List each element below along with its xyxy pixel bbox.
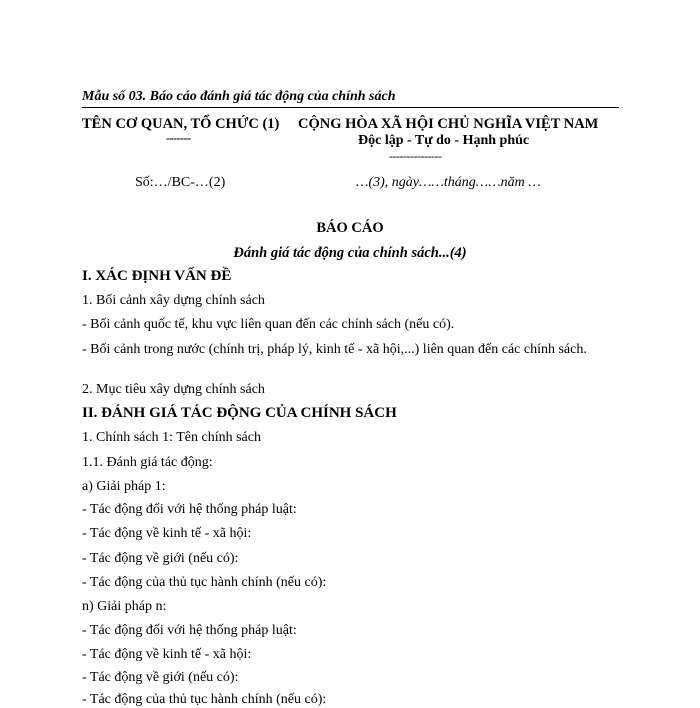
paragraph-item-1: 1. Bối cảnh xây dựng chính sách [82, 293, 265, 308]
policy-heading: 1. Chính sách 1: Tên chính sách [82, 430, 261, 445]
document-number: Số:…/BC-…(2) [135, 175, 226, 190]
solution-a-administrative: - Tác động của thủ tục hành chính (nếu có): [82, 575, 327, 590]
report-subtitle: Đánh giá tác động của chính sách...(4) [233, 245, 467, 261]
solution-n-economic: - Tác động về kinh tế - xã hội: [82, 647, 252, 662]
solution-a-heading: a) Giải pháp 1: [82, 479, 166, 494]
impact-heading: 1.1. Đánh giá tác động: [82, 455, 213, 470]
national-motto: Độc lập - Tự do - Hạnh phúc [358, 133, 530, 148]
paragraph-item-1b: - Bối cảnh trong nước (chính trị, pháp lý, kinh tế - xã hội,...) liên quan đến các chính sách. [82, 342, 587, 357]
section-heading-2: II. ĐÁNH GIÁ TÁC ĐỘNG CỦA CHÍNH SÁCH [82, 405, 397, 421]
solution-n-administrative: - Tác động của thủ tục hành chính (nếu có): [82, 692, 327, 707]
section-heading-1: I. XÁC ĐỊNH VẤN ĐỀ [82, 268, 232, 284]
solution-a-gender: - Tác động về giới (nếu có): [82, 551, 239, 566]
solution-a-legal: - Tác động đối với hệ thống pháp luật: [82, 502, 297, 517]
place-date: …(3), ngày……tháng……năm … [356, 175, 541, 190]
motto-divider: --------------- [389, 149, 442, 163]
organization-name: TÊN CƠ QUAN, TỔ CHỨC (1) [82, 116, 280, 132]
solution-n-heading: n) Giải pháp n: [82, 599, 167, 614]
report-title: BÁO CÁO [316, 220, 384, 236]
solution-n-legal: - Tác động đối với hệ thống pháp luật: [82, 623, 297, 638]
paragraph-item-2: 2. Mục tiêu xây dựng chính sách [82, 382, 265, 397]
national-title: CỘNG HÒA XÃ HỘI CHỦ NGHĨA VIỆT NAM [298, 116, 599, 132]
solution-a-economic: - Tác động về kinh tế - xã hội: [82, 526, 252, 541]
form-title: Mẫu số 03. Báo cáo đánh giá tác động của chính sách [82, 89, 396, 104]
solution-n-gender: - Tác động về giới (nếu có): [82, 670, 239, 685]
paragraph-item-1a: - Bối cảnh quốc tế, khu vực liên quan đến các chính sách (nếu có). [82, 317, 455, 332]
title-underline-divider [82, 107, 619, 108]
organization-divider: ------- [166, 131, 191, 145]
